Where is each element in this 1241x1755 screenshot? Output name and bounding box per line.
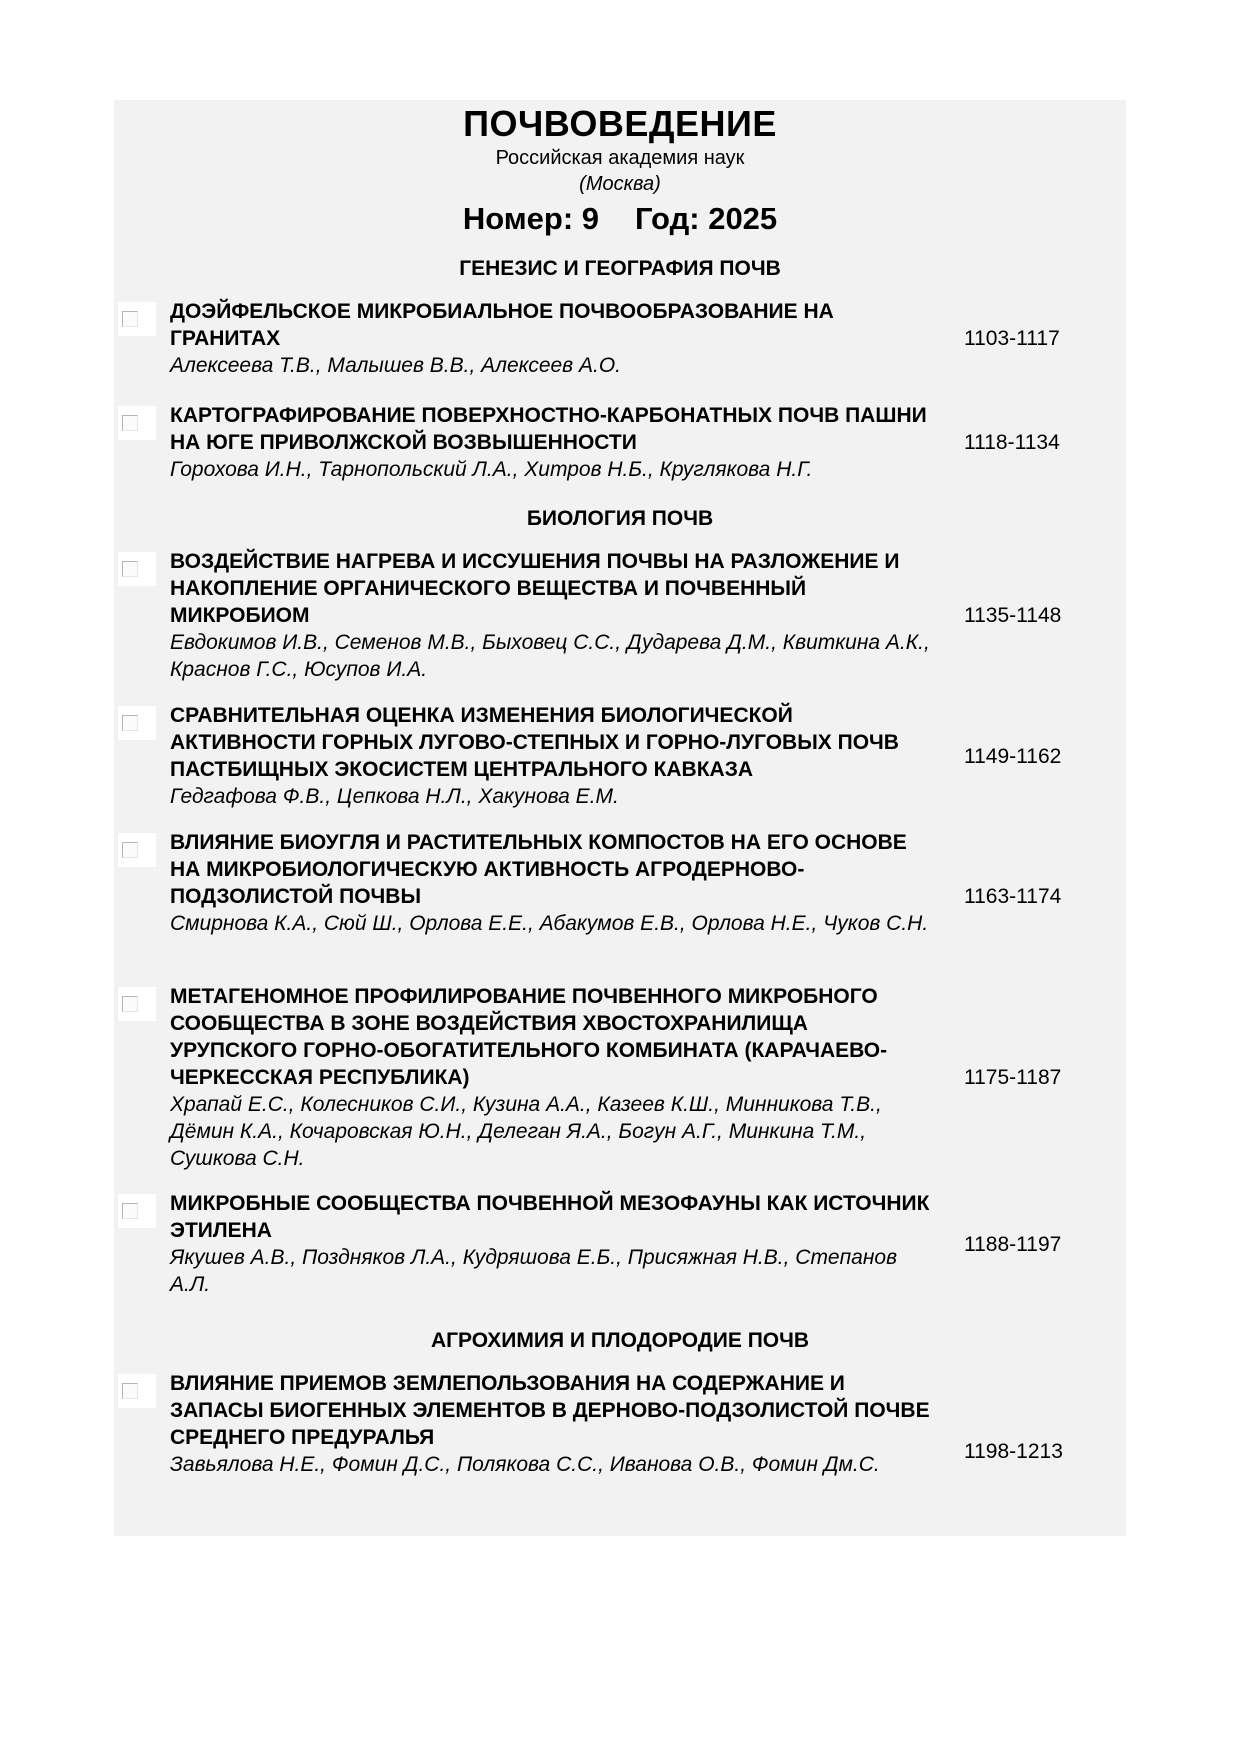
checkbox-icon xyxy=(122,715,138,731)
article-checkbox[interactable] xyxy=(118,1374,156,1408)
article-pages: 1118-1134 xyxy=(964,431,1060,454)
checkbox-icon xyxy=(122,1203,138,1219)
article-authors: Гедгафова Ф.В., Цепкова Н.Л., Хакунова Е.М. xyxy=(170,785,619,808)
article-authors: Горохова И.Н., Тарнопольский Л.А., Хитров Н.Б., Круглякова Н.Г. xyxy=(170,458,813,481)
article-title[interactable]: КАРТОГРАФИРОВАНИЕ ПОВЕРХНОСТНО-КАРБОНАТНЫХ ПОЧВ ПАШНИ НА ЮГЕ ПРИВОЛЖСКОЙ ВОЗВЫШЕННОСТИ xyxy=(170,404,927,454)
article-title[interactable]: МЕТАГЕНОМНОЕ ПРОФИЛИРОВАНИЕ ПОЧВЕННОГО МИКРОБНОГО СООБЩЕСТВА В ЗОНЕ ВОЗДЕЙСТВИЯ ХВОСТОХРАНИЛИЩА УРУПСКОГО ГОРНО-ОБОГАТИТЕЛЬНОГО КОМБИНАТА (КАРАЧАЕВО-ЧЕРКЕССКАЯ РЕСПУБЛИКА) xyxy=(170,985,888,1089)
issue-year: Год: 2025 xyxy=(635,201,778,236)
publisher-city: (Москва) xyxy=(579,173,661,195)
section-heading: ГЕНЕЗИС И ГЕОГРАФИЯ ПОЧВ xyxy=(459,257,781,280)
article-title[interactable]: ДОЭЙФЕЛЬСКОЕ МИКРОБИАЛЬНОЕ ПОЧВООБРАЗОВАНИЕ НА ГРАНИТАХ xyxy=(170,300,834,350)
issue-info xyxy=(114,200,1126,238)
checkbox-icon xyxy=(122,842,138,858)
checkbox-icon xyxy=(122,561,138,577)
journal-title: ПОЧВОВЕДЕНИЕ xyxy=(463,103,777,144)
article-pages: 1175-1187 xyxy=(964,1066,1062,1089)
article-pages: 1163-1174 xyxy=(964,885,1062,908)
checkbox-icon xyxy=(122,996,138,1012)
article-checkbox[interactable] xyxy=(118,987,156,1021)
article-pages: 1135-1148 xyxy=(964,604,1062,627)
checkbox-icon xyxy=(122,311,138,327)
article-pages: 1188-1197 xyxy=(964,1233,1062,1256)
contents-sheet xyxy=(114,100,1126,1536)
article-checkbox[interactable] xyxy=(118,552,156,586)
article-authors: Якушев А.В., Поздняков Л.А., Кудряшова Е.Б., Присяжная Н.В., Степанов А.Л. xyxy=(170,1246,898,1296)
article-checkbox[interactable] xyxy=(118,706,156,740)
checkbox-icon xyxy=(122,1383,138,1399)
article-pages: 1149-1162 xyxy=(964,745,1062,768)
article-authors: Алексеева Т.В., Малышев В.В., Алексеев А.О. xyxy=(170,354,621,377)
section-heading: АГРОХИМИЯ И ПЛОДОРОДИЕ ПОЧВ xyxy=(430,1329,810,1352)
article-checkbox[interactable] xyxy=(118,833,156,867)
article-title[interactable]: ВОЗДЕЙСТВИЕ НАГРЕВА И ИССУШЕНИЯ ПОЧВЫ НА РАЗЛОЖЕНИЕ И НАКОПЛЕНИЕ ОРГАНИЧЕСКОГО ВЕЩЕСТВА И ПОЧВЕННЫЙ МИКРОБИОМ xyxy=(170,550,900,627)
publisher: Российская академия наук xyxy=(495,147,745,169)
article-checkbox[interactable] xyxy=(118,406,156,440)
section-heading: БИОЛОГИЯ ПОЧВ xyxy=(526,507,714,530)
issue-number: Номер: 9 xyxy=(462,201,600,236)
article-authors: Храпай Е.С., Колесников С.И., Кузина А.А., Казеев К.Ш., Минникова Т.В., Дёмин К.А., Кочаровская Ю.Н., Делеган Я.А., Богун А.Г., Минкина Т.М., Сушкова С.Н. xyxy=(170,1093,882,1170)
article-authors: Евдокимов И.В., Семенов М.В., Быховец С.С., Дударева Д.М., Квиткина А.К., Краснов Г.С., Юсупов И.А. xyxy=(170,631,930,681)
article-checkbox[interactable] xyxy=(118,1194,156,1228)
article-pages: 1198-1213 xyxy=(964,1440,1063,1463)
article-checkbox[interactable] xyxy=(118,302,156,336)
article-title[interactable]: МИКРОБНЫЕ СООБЩЕСТВА ПОЧВЕННОЙ МЕЗОФАУНЫ КАК ИСТОЧНИК ЭТИЛЕНА xyxy=(170,1192,930,1242)
article-title[interactable]: ВЛИЯНИЕ БИОУГЛЯ И РАСТИТЕЛЬНЫХ КОМПОСТОВ НА ЕГО ОСНОВЕ НА МИКРОБИОЛОГИЧЕСКУЮ АКТИВНОСТЬ АГРОДЕРНОВО-ПОДЗОЛИСТОЙ ПОЧВЫ xyxy=(170,831,907,908)
article-title[interactable]: ВЛИЯНИЕ ПРИЕМОВ ЗЕМЛЕПОЛЬЗОВАНИЯ НА СОДЕРЖАНИЕ И ЗАПАСЫ БИОГЕННЫХ ЭЛЕМЕНТОВ В ДЕРНОВО-ПОДЗОЛИСТОЙ ПОЧВЕ СРЕДНЕГО ПРЕДУРАЛЬЯ xyxy=(170,1372,930,1449)
article-authors: Смирнова К.А., Сюй Ш., Орлова Е.Е., Абакумов Е.В., Орлова Н.Е., Чуков С.Н. xyxy=(170,912,929,935)
article-title[interactable]: СРАВНИТЕЛЬНАЯ ОЦЕНКА ИЗМЕНЕНИЯ БИОЛОГИЧЕСКОЙ АКТИВНОСТИ ГОРНЫХ ЛУГОВО-СТЕПНЫХ И ГОРНО-ЛУГОВЫХ ПОЧВ ПАСТБИЩНЫХ ЭКОСИСТЕМ ЦЕНТРАЛЬНОГО КАВКАЗА xyxy=(170,704,899,781)
article-authors: Завьялова Н.Е., Фомин Д.С., Полякова С.С., Иванова О.В., Фомин Дм.С. xyxy=(170,1453,880,1476)
article-pages: 1103-1117 xyxy=(964,327,1060,350)
checkbox-icon xyxy=(122,415,138,431)
